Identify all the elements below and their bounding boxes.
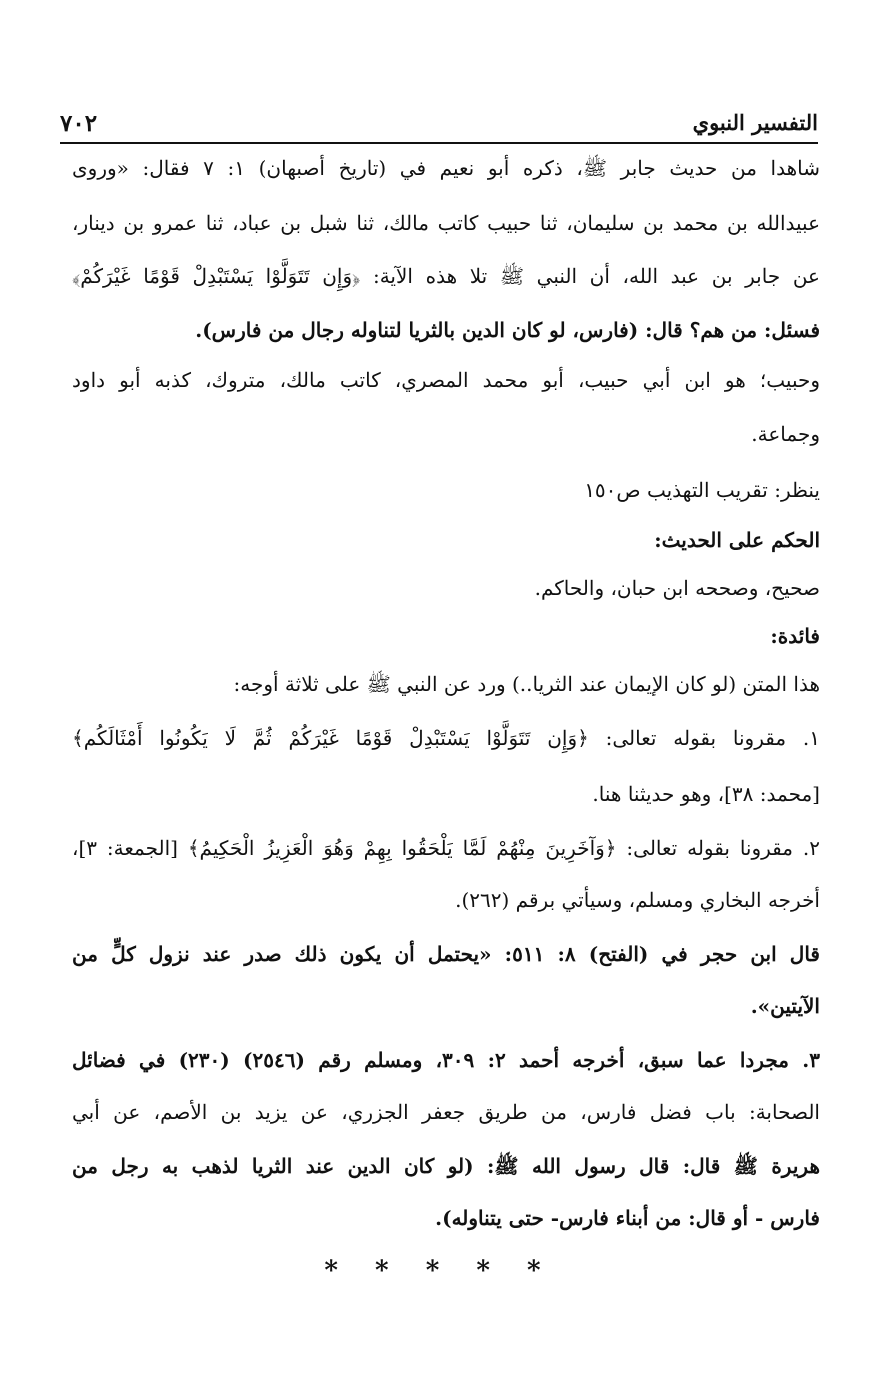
page-header xyxy=(60,110,818,140)
paragraph-line: عبيدالله بن محمد بن سليمان، ثنا حبيب كاتب مالك، ثنا شبل بن عباد، ثنا عمرو بن دينار، xyxy=(72,211,820,235)
paragraph-line: صحيح، وصححه ابن حبان، والحاكم. xyxy=(534,576,820,600)
reference-line: ينظر: تقريب التهذيب ص١٥٠ xyxy=(584,478,820,502)
paragraph-line: هذا المتن (لو كان الإيمان عند الثريا..) ورد عن النبي ﷺ على ثلاثة أوجه: xyxy=(233,672,820,696)
list-item-line: فارس - أو قال: من أبناء فارس- حتى يتناوله). xyxy=(435,1206,820,1230)
list-item-line: هريرة ﷺ قال: قال رسول الله ﷺ: (لو كان الدين عند الثريا لذهب به رجل من xyxy=(72,1154,820,1178)
quote-line: قال ابن حجر في (الفتح) ٨: ٥١١: «يحتمل أن يكون ذلك صدر عند نزول كلٍّ من xyxy=(72,942,820,966)
running-title: التفسير النبوي xyxy=(692,110,818,135)
list-item-line: ١. مقرونا بقوله تعالى: ﴿وَإِن تَتَوَلَّوْا يَسْتَبْدِلْ قَوْمًا غَيْرَكُمْ ثُمَّ لَا يَكُونُوا أَمْثَالَكُم﴾ xyxy=(72,726,820,750)
paragraph-line: شاهدا من حديث جابر ﷺ، ذكره أبو نعيم في (تاريخ أصبهان) ١: ٧ فقال: «وروى xyxy=(72,156,820,180)
header-divider xyxy=(60,142,818,144)
paragraph-line: وجماعة. xyxy=(751,422,820,446)
section-heading: الحكم على الحديث: xyxy=(654,528,820,552)
list-item-line: ٣. مجردا عما سبق، أخرجه أحمد ٢: ٣٠٩، ومسلم رقم (٢٥٤٦) (٢٣٠) في فضائل xyxy=(72,1048,820,1072)
list-item-line: [محمد: ٣٨]، وهو حديثنا هنا. xyxy=(592,782,820,806)
paragraph-line: وحبيب؛ هو ابن أبي حبيب، أبو محمد المصري، كاتب مالك، متروك، كذبه أبو داود xyxy=(72,368,820,392)
list-item-line: الصحابة: باب فضل فارس، من طريق جعفر الجزري، عن يزيد بن الأصم، عن أبي xyxy=(72,1100,820,1124)
section-heading: فائدة: xyxy=(770,624,820,648)
quote-line: الآيتين». xyxy=(750,994,820,1018)
list-item-line: أخرجه البخاري ومسلم، وسيأتي برقم (٢٦٢). xyxy=(455,888,820,912)
page-number: ٧٠٢ xyxy=(60,110,98,137)
paragraph-line: عن جابر بن عبد الله، أن النبي ﷺ تلا هذه الآية: ﴿وَإِن تَتَوَلَّوْا يَسْتَبْدِلْ قَوْمًا غَيْرَكُمْ﴾ xyxy=(72,264,820,288)
end-ornament: * * * * * xyxy=(324,1256,555,1286)
list-item-line: ٢. مقرونا بقوله تعالى: ﴿وَآخَرِينَ مِنْهُمْ لَمَّا يَلْحَقُوا بِهِمْ وَهُوَ الْعَزِيزُ الْحَكِيمُ﴾ [الجمعة: ٣]، xyxy=(72,836,820,860)
paragraph-line: فسئل: من هم؟ قال: (فارس، لو كان الدين بالثريا لتناوله رجال من فارس). xyxy=(195,318,820,342)
